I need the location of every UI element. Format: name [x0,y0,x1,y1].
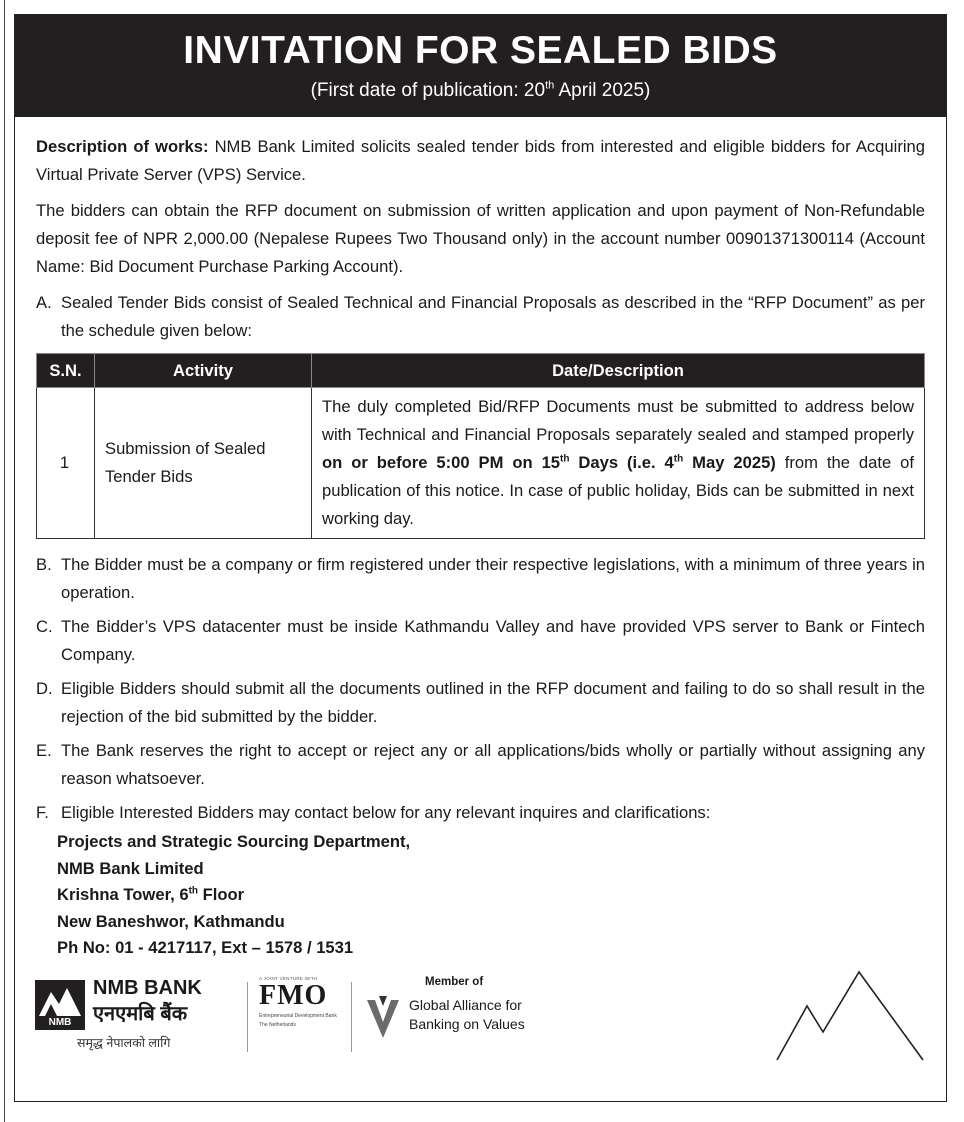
rfp-paragraph: The bidders can obtain the RFP document on submission of written application and upon payment of Non-Refundable deposit fee of NPR 2,000.00 (Nepalese Rupees Two Thousand only) in the account number 00901371300114 (Account Name: Bid Document Purchase Parking Account). [36,201,925,276]
item-e: E. The Bank reserves the right to accept or reject any or all applications/bids wholly or partially without assigning any reason whatsoever. [36,741,925,788]
publication-date: (First date of publication: 20th April 2025) [310,79,651,101]
header-sn: S.N. [37,354,95,388]
address-locality: New Baneshwor, Kathmandu [57,911,285,931]
description-label: Description of works: [36,137,209,156]
header-activity: Activity [95,354,312,388]
address-bank: NMB Bank Limited [57,858,204,878]
contact-address [57,829,925,962]
table-row [37,388,925,539]
notice-title: INVITATION FOR SEALED BIDS [183,29,778,72]
description-paragraph: Description of works: NMB Bank Limited solicits sealed tender bids from interested and eligible bidders for Acquiring Virtual Private Server (VPS) Service. [36,137,925,184]
schedule-table [36,353,925,539]
cell-sn: 1 [37,388,95,539]
notice-page [14,14,947,1102]
footer-logos [15,976,946,1066]
fmo-logo: A JOINT VENTURE WITH FMO Entrepreneurial Development Bank The Netherlands [259,975,337,1028]
nmb-devanagari: एनएमबि बैंक [93,1002,188,1025]
page-left-rule [4,0,5,1122]
cell-activity: Submission of Sealed Tender Bids [95,388,312,539]
gabv-v-icon [365,992,401,1042]
item-a: A. Sealed Tender Bids consist of Sealed Technical and Financial Proposals as described in the “RFP Document” as per the schedule given below: [36,293,925,340]
footer-divider [351,982,352,1052]
address-building: Krishna Tower, 6th Floor [57,885,245,904]
member-of-label: Member of [425,975,484,988]
gabv-name: Global Alliance for Banking on Values [409,996,525,1032]
table-header-row [37,354,925,388]
header-date-description: Date/Description [312,354,925,388]
item-f: F. Eligible Interested Bidders may contact below for any relevant inquires and clarifications: [36,803,711,822]
notice-body [15,117,946,962]
address-department: Projects and Strategic Sourcing Department, [57,832,411,851]
footer-divider [247,982,248,1052]
item-d: D. Eligible Bidders should submit all the documents outlined in the RFP document and failing to do so shall result in the rejection of the bid submitted by the bidder. [36,679,925,726]
item-b: B. The Bidder must be a company or firm registered under their respective legislations, with a minimum of three years in operation. [36,555,925,602]
address-phone: Ph No: 01 - 4217117, Ext – 1578 / 1531 [57,938,354,957]
nmb-tagline: समृद्ध नेपालको लागि [77,1035,171,1050]
mountain-outline-icon [775,966,925,1062]
cell-description: The duly completed Bid/RFP Documents must be submitted to address below with Technical and Financial Proposals separately sealed and stamped properly on or before 5:00 PM on 15th Days (i.e. 4th May 2025) from the date of publication of this notice. In case of public holiday, Bids can be submitted in next working day. [312,388,925,539]
item-c: C. The Bidder’s VPS datacenter must be inside Kathmandu Valley and have provided VPS server to Bank or Fintech Company. [36,617,925,664]
nmb-logo [35,976,255,1066]
nmb-mountain-icon: NMB [35,980,85,1030]
nmb-name: NMB BANK [93,976,202,999]
notice-header [15,15,946,117]
